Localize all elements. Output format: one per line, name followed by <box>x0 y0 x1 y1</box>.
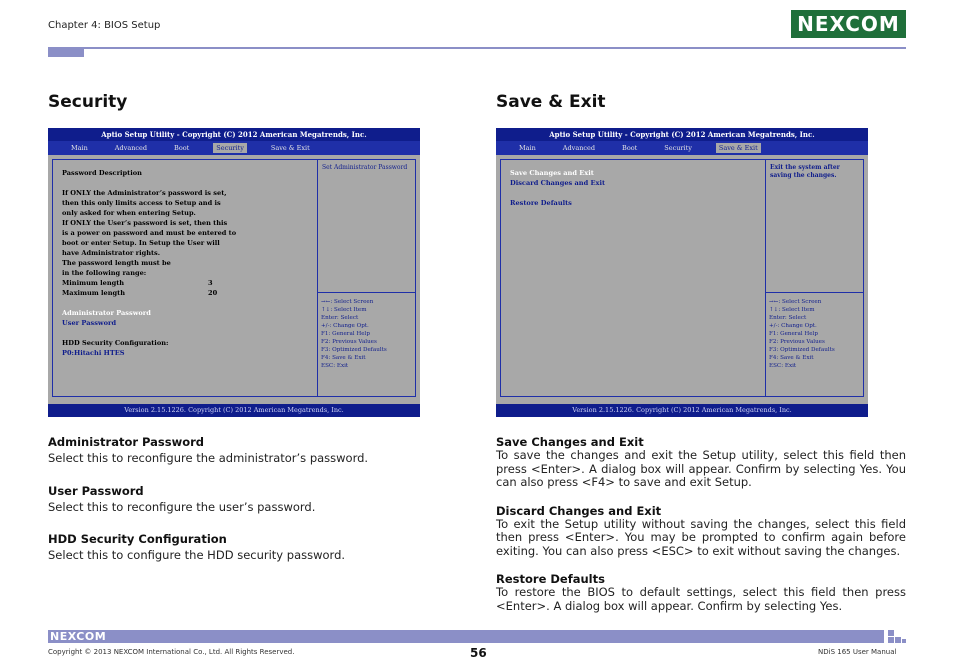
bios-spacer <box>62 298 308 308</box>
item-text: Select this to configure the HDD security password. <box>48 548 346 562</box>
item-text: To restore the BIOS to default settings, select this field then press <Enter>. A dialog box will appear. Confirm by selecting Yes. <box>496 585 906 613</box>
bios-footer: Version 2.15.1226. Copyright (C) 2012 American Megatrends, Inc. <box>496 404 868 417</box>
item-text: Select this to reconfigure the user’s password. <box>48 499 316 514</box>
bios-key-legend <box>769 298 835 370</box>
max-length-value: 20 <box>208 289 218 297</box>
bios-title-bar: Aptio Setup Utility - Copyright (C) 2012 American Megatrends, Inc. <box>48 128 420 141</box>
bios-key-item: F3: Optimized Defaults <box>769 347 835 353</box>
bios-tab-bar <box>496 141 868 155</box>
item-heading: Administrator Password <box>48 435 205 449</box>
bios-tab-save-exit[interactable]: Save & Exit <box>716 143 761 153</box>
bios-key-item: F1: General Help <box>321 331 370 337</box>
bios-text-line: If ONLY the User’s password is set, then this <box>62 219 228 227</box>
bios-settings-pane <box>501 160 765 396</box>
administrator-password-option[interactable]: Administrator Password <box>62 309 151 317</box>
bios-help-divider <box>766 292 863 293</box>
bios-tab-advanced[interactable]: Advanced <box>562 144 596 152</box>
hdd-security-option[interactable]: P0:Hitachi HTES <box>62 349 125 357</box>
manual-title: NDiS 165 User Manual <box>818 648 897 656</box>
bios-text-line: Password Description <box>62 169 142 177</box>
save-exit-heading: Save & Exit <box>496 92 606 112</box>
bios-tab-bar <box>48 141 420 155</box>
bios-text-line: boot or enter Setup. In Setup the User will <box>62 239 220 247</box>
bios-text-line <box>62 178 308 188</box>
header-rule <box>84 47 906 49</box>
item-heading: Save Changes and Exit <box>496 435 644 449</box>
min-length-row <box>62 278 308 288</box>
save-changes-exit-option[interactable]: Save Changes and Exit <box>510 169 594 177</box>
item-text: To save the changes and exit the Setup utility, select this field then press <Enter>. A dialog box will appear. Confirm by selecting Yes. You can also press <F4> to save and exit Setup. <box>496 448 906 489</box>
bios-key-item: Enter: Select <box>769 315 807 321</box>
bios-key-item: Enter: Select <box>321 315 359 321</box>
min-length-label: Minimum length <box>62 279 125 287</box>
bios-tab-advanced[interactable]: Advanced <box>114 144 148 152</box>
bios-key-item: →←: Select Screen <box>769 299 822 305</box>
bios-key-item: +/-: Change Opt. <box>769 323 817 329</box>
nexcom-logo <box>791 10 906 38</box>
bios-settings-pane <box>53 160 317 396</box>
bios-text-line: is a power on password and must be entered to <box>62 229 237 237</box>
item-text: Select this to reconfigure the administrator’s password. <box>48 451 369 465</box>
bios-text-line: have Administrator rights. <box>62 249 161 257</box>
bios-help-text: Exit the system after saving the changes. <box>770 164 840 179</box>
bios-help-pane <box>317 160 415 396</box>
bios-help-text: Set Administrator Password <box>322 164 408 171</box>
bios-tab-security[interactable]: Security <box>664 144 692 152</box>
bios-key-item: →←: Select Screen <box>321 299 374 305</box>
bios-key-item: F3: Optimized Defaults <box>321 347 387 353</box>
footer-bar <box>48 630 884 643</box>
bios-text-line: The password length must be <box>62 259 171 267</box>
bios-key-item: F4: Save & Exit <box>769 355 814 361</box>
bios-key-item: F2: Previous Values <box>769 339 825 345</box>
bios-footer: Version 2.15.1226. Copyright (C) 2012 American Megatrends, Inc. <box>48 404 420 417</box>
bios-key-item: F4: Save & Exit <box>321 355 366 361</box>
bios-key-item: ↑↓: Select Item <box>769 307 815 313</box>
max-length-row <box>62 288 308 298</box>
item-heading: User Password <box>48 483 144 498</box>
bios-text-line: then this only limits access to Setup and is <box>62 199 221 207</box>
bios-text-line: only asked for when entering Setup. <box>62 209 196 217</box>
bios-key-item: ↑↓: Select Item <box>321 307 367 313</box>
max-length-label: Maximum length <box>62 289 125 297</box>
bios-key-legend <box>321 298 387 370</box>
bios-body <box>52 159 416 397</box>
bios-key-item: F2: Previous Values <box>321 339 377 345</box>
footer-logo: NEXCOM <box>50 630 107 643</box>
bios-tab-boot[interactable]: Boot <box>174 144 190 152</box>
bios-tab-security[interactable]: Security <box>213 143 247 153</box>
bios-key-item: ESC: Exit <box>321 363 349 369</box>
save-exit-descriptions <box>496 435 906 613</box>
bios-key-item: F1: General Help <box>769 331 818 337</box>
bios-help-divider <box>318 292 415 293</box>
bios-tab-boot[interactable]: Boot <box>622 144 638 152</box>
item-heading: Restore Defaults <box>496 572 605 586</box>
bios-body <box>500 159 864 397</box>
item-heading: HDD Security Configuration <box>48 532 227 546</box>
user-password-option[interactable]: User Password <box>62 319 117 327</box>
hdd-security-label: HDD Security Configuration: <box>62 339 169 347</box>
chapter-title: Chapter 4: BIOS Setup <box>48 20 161 31</box>
header-accent-block <box>48 47 84 57</box>
discard-changes-exit-option[interactable]: Discard Changes and Exit <box>510 179 606 187</box>
save-exit-bios-screenshot <box>496 128 868 417</box>
bios-title-bar: Aptio Setup Utility - Copyright (C) 2012 American Megatrends, Inc. <box>496 128 868 141</box>
bios-key-item: ESC: Exit <box>769 363 797 369</box>
logo-text: NEXCOM <box>797 12 900 36</box>
item-text: To exit the Setup utility without saving the changes, select this field then press <Enter>. You may be prompted to confirm again before exiting. You can also press <ESC> to exit without saving the changes. <box>496 516 906 558</box>
copyright-text: Copyright © 2013 NEXCOM International Co., Ltd. All Rights Reserved. <box>48 648 295 656</box>
bios-spacer <box>510 188 756 198</box>
security-bios-screenshot <box>48 128 420 417</box>
page-number: 56 <box>470 646 487 660</box>
bios-text-line: If ONLY the Administrator’s password is set, <box>62 189 227 197</box>
item-heading: Discard Changes and Exit <box>496 503 662 518</box>
bios-key-item: +/-: Change Opt. <box>321 323 369 329</box>
bios-tab-save-exit[interactable]: Save & Exit <box>270 144 310 152</box>
bios-text-line: in the following range: <box>62 269 147 277</box>
bios-spacer <box>62 328 308 338</box>
bios-tab-main[interactable]: Main <box>519 144 536 152</box>
security-heading: Security <box>48 92 128 112</box>
footer-squares-decoration <box>888 630 906 643</box>
security-descriptions <box>48 435 448 563</box>
bios-help-pane <box>765 160 863 396</box>
bios-tab-main[interactable]: Main <box>71 144 88 152</box>
restore-defaults-option[interactable]: Restore Defaults <box>510 199 572 207</box>
min-length-value: 3 <box>208 279 213 287</box>
